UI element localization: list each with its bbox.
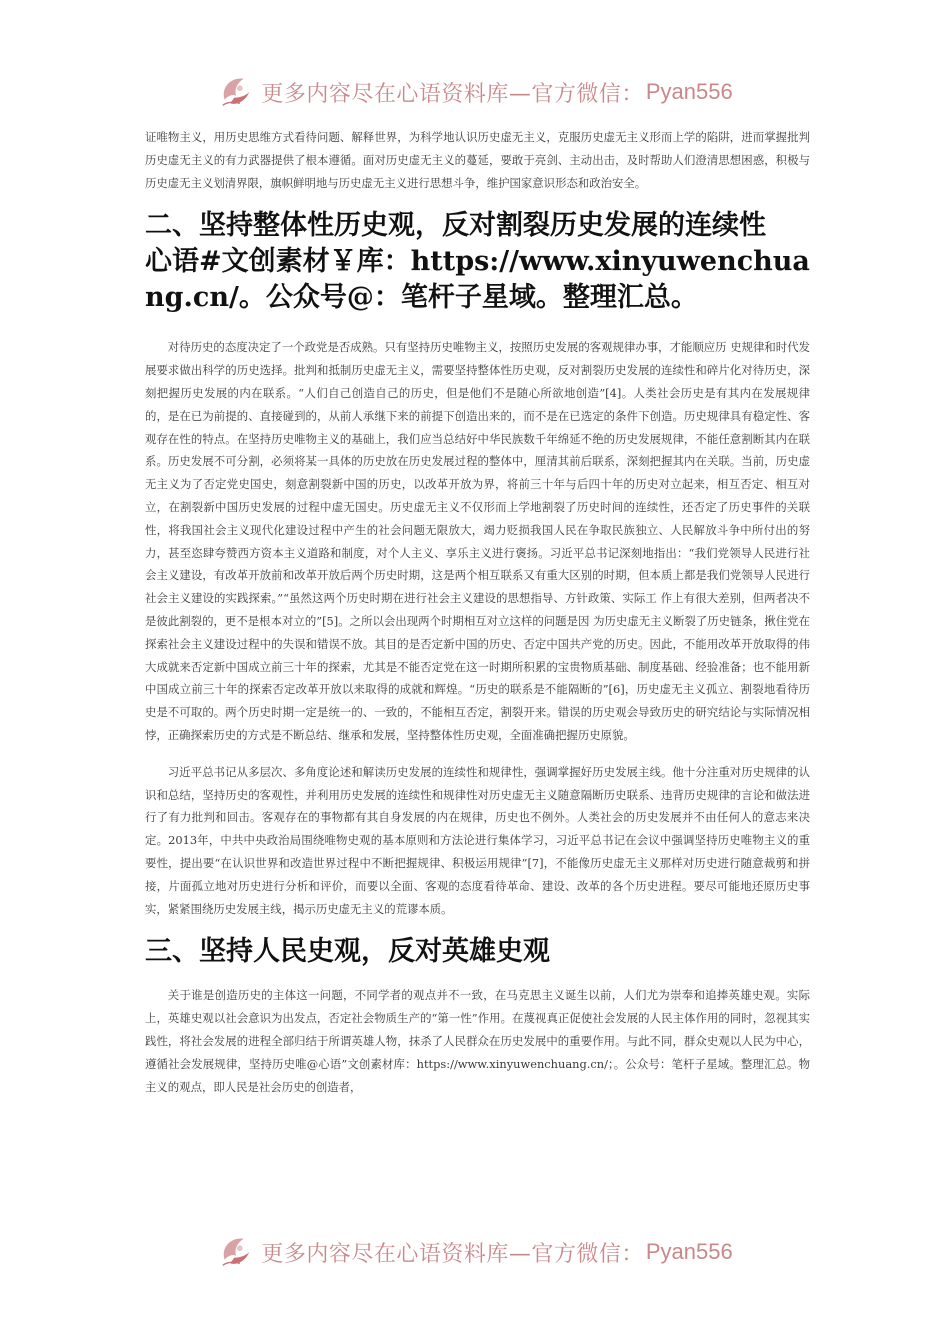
section-three-title: 三、坚持人民史观，反对英雄史观: [145, 936, 550, 968]
leaf-swirl-logo-icon: [217, 1233, 255, 1271]
paragraph-section-two-1: 对待历史的态度决定了一个政党是否成熟。只有坚持历史唯物主义，按照历史发展的客观规律办事，才能顺应历 史规律和时代发展要求做出科学的历史选择。批判和抵制历史虚无主义，需要坚持整体性历史观，反对割裂历史发展的连续性和碎片化对待历史，深刻把握历史发展的内在联系。“人们自己创造自己的历史，但是他们不是随心所欲地创造”[4]。人类社会历史是有其内在发展规律的，是在已为前提的、直接碰到的，从前人承继下来的前提下创造出来的，而不是在已选定的条件下创造。历史规律具有稳定性、客观存在性的特点。在坚持历史唯物主义的基础上，我们应当总结好中华民族数千年绵延不绝的历史发展规律，不能任意割断其内在联系。历史发展不可分割，必须将某一具体的历史放在历史发展过程的整体中，厘清其前后联系，深刻把握其内在关联。当前，历史虚无主义为了否定党史国史，刻意割裂新中国的历史，以改革开放为界，将前三十年与后四十年的历史对立起来，相互否定、相互对立，在割裂新中国历史发展的过程中虚无国史。历史虚无主义不仅形而上学地割裂了历史时间的连续性，还否定了历史事件的关联性，将我国社会主义现代化建设过程中产生的社会问题无限放大，竭力贬损我国人民在争取民族独立、人民解放斗争中所付出的努力，甚至恣肆夸赞西方资本主义道路和制度，对个人主义、享乐主义进行褒扬。习近平总书记深刻地指出：“我们党领导人民进行社会主义建设，有改革开放前和改革开放后两个历史时期，这是两个相互联系又有重大区别的时期，但本质上都是我们党领导人民进行社会主义建设的实践探索。”“虽然这两个历史时期在进行社会主义建设的思想指导、方针政策、实际工 作上有很大差别，但两者决不是彼此割裂的，更不是根本对立的”[5]。之所以会出现两个时期相互对立这样的问题是因 为历史虚无主义断裂了历史链条，揪住党在探索社会主义建设过程中的失误和错误不放。其目的是否定新中国的历史、否定中国共产党的历史。因此，不能用改革开放取得的伟大成就来否定新中国成立前三十年的探索，尤其是不能否定党在这一时期所积累的宝贵物质基础、制度基础、经验准备；也不能用新中国成立前三十年的探索否定改革开放以来取得的成就和辉煌。“历史的联系是不能隔断的”[6]，历史虚无主义孤立、割裂地看待历史是不可取的。两个历史时期一定是统一的、一致的，不能相互否定，割裂开来。错误的历史观会导致历史的研究结论与实际情况相悖，正确探索历史的方式是不断总结、继承和发展，坚持整体性历史观，全面准确把握历史原貌。: [145, 340, 810, 742]
paragraph-section-two-2: 习近平总书记从多层次、多角度论述和解读历史发展的连续性和规律性，强调掌握好历史发展主线。他十分注重对历史规律的认识和总结，坚持历史的客观性，并利用历史发展的连续性和规律性对历史虚无主义随意隔断历史联系、违背历史规律的言论和做法进行了有力批判和回击。客观存在的事物都有其自身发展的内在规律，历史也不例外。人类社会的历史发展并不由任何人的意志来决定。2013年，中共中央政治局围绕唯物史观的基本原则和方法论进行集体学习，习近平总书记在会议中强调坚持历史唯物主义的重要性，提出要“在认识世界和改造世界过程中不断把握规律、积极运用规律”[7]，不能像历史虚无主义那样对历史进行随意裁剪和拼接，片面孤立地对历史进行分析和评价，而要以全面、客观的态度看待革命、建设、改革的各个历史进程。要尽可能地还原历史事实，紧紧围绕历史发展主线，揭示历史虚无主义的荒谬本质。: [145, 764, 810, 916]
bottom-banner: [0, 1230, 950, 1274]
leaf-swirl-logo-icon: [217, 73, 255, 111]
top-banner: [0, 70, 950, 114]
section-two-watermark-line: 心语#文创素材￥库：https://www.xinyuwenchuang.cn/。公众号@：笔杆子星域。整理汇总。: [145, 246, 810, 314]
banner-wechat-id: Pyan556: [645, 79, 733, 104]
section-two-title: 二、坚持整体性历史观，反对割裂历史发展的连续性: [145, 210, 766, 242]
banner-wechat-id: Pyan556: [645, 1239, 733, 1264]
paragraph-section-three-1: 关于谁是创造历史的主体这一问题，不同学者的观点并不一致，在马克思主义诞生以前，人们尤为崇奉和追捧英雄史观。实际上，英雄史观以社会意识为出发点，否定社会物质生产的“第一性”作用。在蔑视真正促使社会发展的人民主体作用的同时，忽视其实践性，将社会发展的进程全部归结于所谓英雄人物，抹杀了人民群众在历史发展中的重要作用。与此不同，群众史观以人民为中心，遵循社会发展规律，坚持历史唯@心语”文创素材库：https://www.xinyuwenchuang.cn/；。公众号：笔杆子星域。整理汇总。物主义的观点，即人民是社会历史的创造者，: [145, 988, 810, 1094]
paragraph-intro-continuation: 证唯物主义，用历史思维方式看待问题、解释世界，为科学地认识历史虚无主义，克服历史虚无主义形而上学的陷阱，进而掌握批判历史虚无主义的有力武器提供了根本遵循。面对历史虚无主义的蔓延，要敢于亮剑、主动出击，及时帮助人们澄清思想困惑，积极与历史虚无主义划清界限，旗帜鲜明地与历史虚无主义进行思想斗争，维护国家意识形态和政治安全。: [145, 130, 810, 190]
document-body: [145, 126, 810, 1098]
banner-text: 更多内容尽在心语资料库—官方微信：: [261, 81, 644, 107]
section-three-heading: [145, 934, 810, 970]
banner-text: 更多内容尽在心语资料库—官方微信：: [261, 1241, 644, 1267]
section-two-heading: [145, 208, 810, 316]
